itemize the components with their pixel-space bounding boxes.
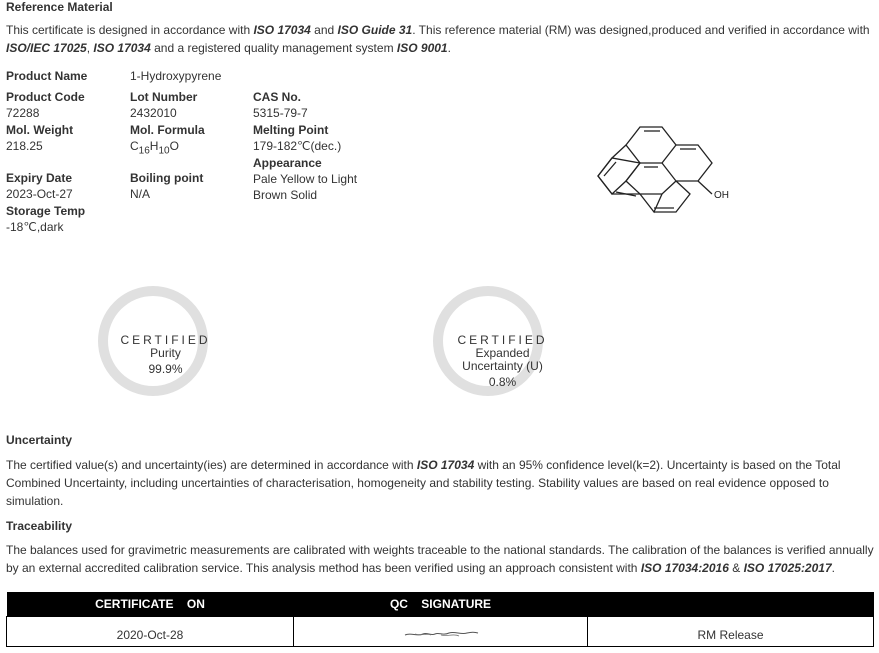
uncertainty-label-1: Expanded	[475, 346, 530, 360]
storage-label: Storage Temp	[6, 204, 86, 218]
qc-signature-cell	[294, 616, 588, 646]
boiling-point-value: N/A	[130, 187, 151, 201]
appearance-value-2: Brown Solid	[253, 188, 318, 202]
uncertainty-certified-block	[444, 334, 561, 389]
traceability-text-3: .	[831, 561, 835, 575]
traceability-standard-1: ISO 17034:2016	[640, 561, 729, 575]
release-header	[588, 592, 874, 616]
lot-number-field	[130, 89, 197, 121]
uncertainty-text-1: The certified value(s) and uncertainty(ies) are determined in accordance with	[6, 458, 417, 472]
standard-iso9001: ISO 9001	[396, 41, 448, 55]
uncertainty-text-2: with an 95% confidence level(k=2). Uncertainty is based on the Total Combined Uncertainty, including uncertainties of characterisation, homogeneity and stability testing. Stability values are based on real evidence opposed to simulation.	[6, 458, 841, 508]
molecule-structure-image	[588, 118, 748, 218]
traceability-heading: Traceability	[6, 519, 73, 533]
mol-formula-field	[130, 122, 205, 159]
purity-value: 99.9%	[148, 362, 183, 376]
melting-point-field	[253, 122, 341, 154]
traceability-text-2: &	[728, 561, 744, 575]
boiling-point-label: Boiling point	[130, 171, 204, 185]
product-code-field	[6, 89, 85, 121]
product-name-value: 1-Hydroxypyrene	[130, 69, 222, 83]
certificate-date: 2020-Oct-28	[7, 616, 294, 646]
standard-iso17034: ISO 17034	[253, 23, 311, 37]
melting-point-value: 179-182℃(dec.)	[253, 139, 342, 153]
mol-weight-field	[6, 122, 73, 154]
reference-text-4: ,	[86, 41, 94, 55]
rm-release-cell: RM Release	[588, 616, 874, 646]
storage-field	[6, 203, 85, 235]
formula-c-count: 16	[138, 145, 150, 157]
hydroxyl-label: OH	[714, 190, 729, 201]
mol-weight-label: Mol. Weight	[6, 123, 74, 137]
standard-iso-iec17025: ISO/IEC 17025	[6, 41, 87, 55]
formula-o: O	[169, 139, 179, 153]
cas-field	[253, 89, 308, 121]
formula-h-count: 10	[158, 145, 170, 157]
cas-label: CAS No.	[253, 90, 301, 104]
purity-certified-label: CERTIFIED	[120, 333, 211, 347]
certificate-on-header: CERTIFICATE ON	[7, 592, 294, 616]
uncertainty-standard: ISO 17034	[416, 458, 475, 472]
reference-text-2: and	[310, 23, 338, 37]
mol-formula-value	[130, 138, 205, 159]
cas-value: 5315-79-7	[253, 106, 308, 120]
product-code-value: 72288	[6, 106, 40, 120]
uncertainty-heading: Uncertainty	[6, 433, 73, 447]
storage-value: -18℃,dark	[6, 220, 64, 234]
traceability-paragraph	[6, 541, 878, 577]
uncertainty-value: 0.8%	[488, 375, 517, 389]
mol-formula-label: Mol. Formula	[130, 123, 205, 137]
traceability-text-1: The balances used for gravimetric measurements are calibrated with weights traceable to the national standards. The calibration of the balances is verified annually by an external accredited calibration service. This analysis method has been verified using an approach consistent with	[6, 543, 874, 575]
reference-text-5: and a registered quality management system	[150, 41, 397, 55]
expiry-label: Expiry Date	[6, 171, 73, 185]
product-name-label: Product Name	[6, 69, 88, 83]
standard-iso-guide31: ISO Guide 31	[337, 23, 413, 37]
reference-text-6: .	[447, 41, 451, 55]
uncertainty-label-2: Uncertainty (U)	[462, 359, 543, 373]
signature-image	[401, 624, 481, 642]
formula-c: C	[130, 139, 139, 153]
mol-weight-value: 218.25	[6, 139, 43, 153]
footer-header-row	[7, 592, 874, 616]
appearance-field	[253, 155, 357, 203]
uncertainty-certified-label: CERTIFIED	[457, 333, 548, 347]
boiling-point-field	[130, 170, 203, 202]
certificate-footer-table	[6, 592, 874, 647]
expiry-field	[6, 170, 73, 202]
lot-number-label: Lot Number	[130, 90, 198, 104]
melting-point-label: Melting Point	[253, 123, 329, 137]
product-code-label: Product Code	[6, 90, 85, 104]
purity-certified-block	[108, 334, 223, 376]
footer-data-row	[7, 616, 874, 646]
reference-paragraph	[6, 21, 878, 57]
uncertainty-paragraph	[6, 456, 878, 510]
reference-heading: Reference Material	[6, 0, 113, 14]
formula-h: H	[149, 139, 159, 153]
purity-label: Purity	[150, 346, 181, 360]
reference-text-3: . This reference material (RM) was designed,produced and verified in accordance with	[412, 23, 870, 37]
qc-signature-header: QC SIGNATURE	[294, 592, 588, 616]
expiry-value: 2023-Oct-27	[6, 187, 73, 201]
reference-text-1: This certificate is designed in accordance with	[6, 23, 254, 37]
lot-number-value: 2432010	[130, 106, 177, 120]
appearance-label: Appearance	[253, 156, 322, 170]
traceability-standard-2: ISO 17025:2017	[743, 561, 832, 575]
standard-iso17034-b: ISO 17034	[93, 41, 151, 55]
appearance-value-1: Pale Yellow to Light	[253, 172, 358, 186]
